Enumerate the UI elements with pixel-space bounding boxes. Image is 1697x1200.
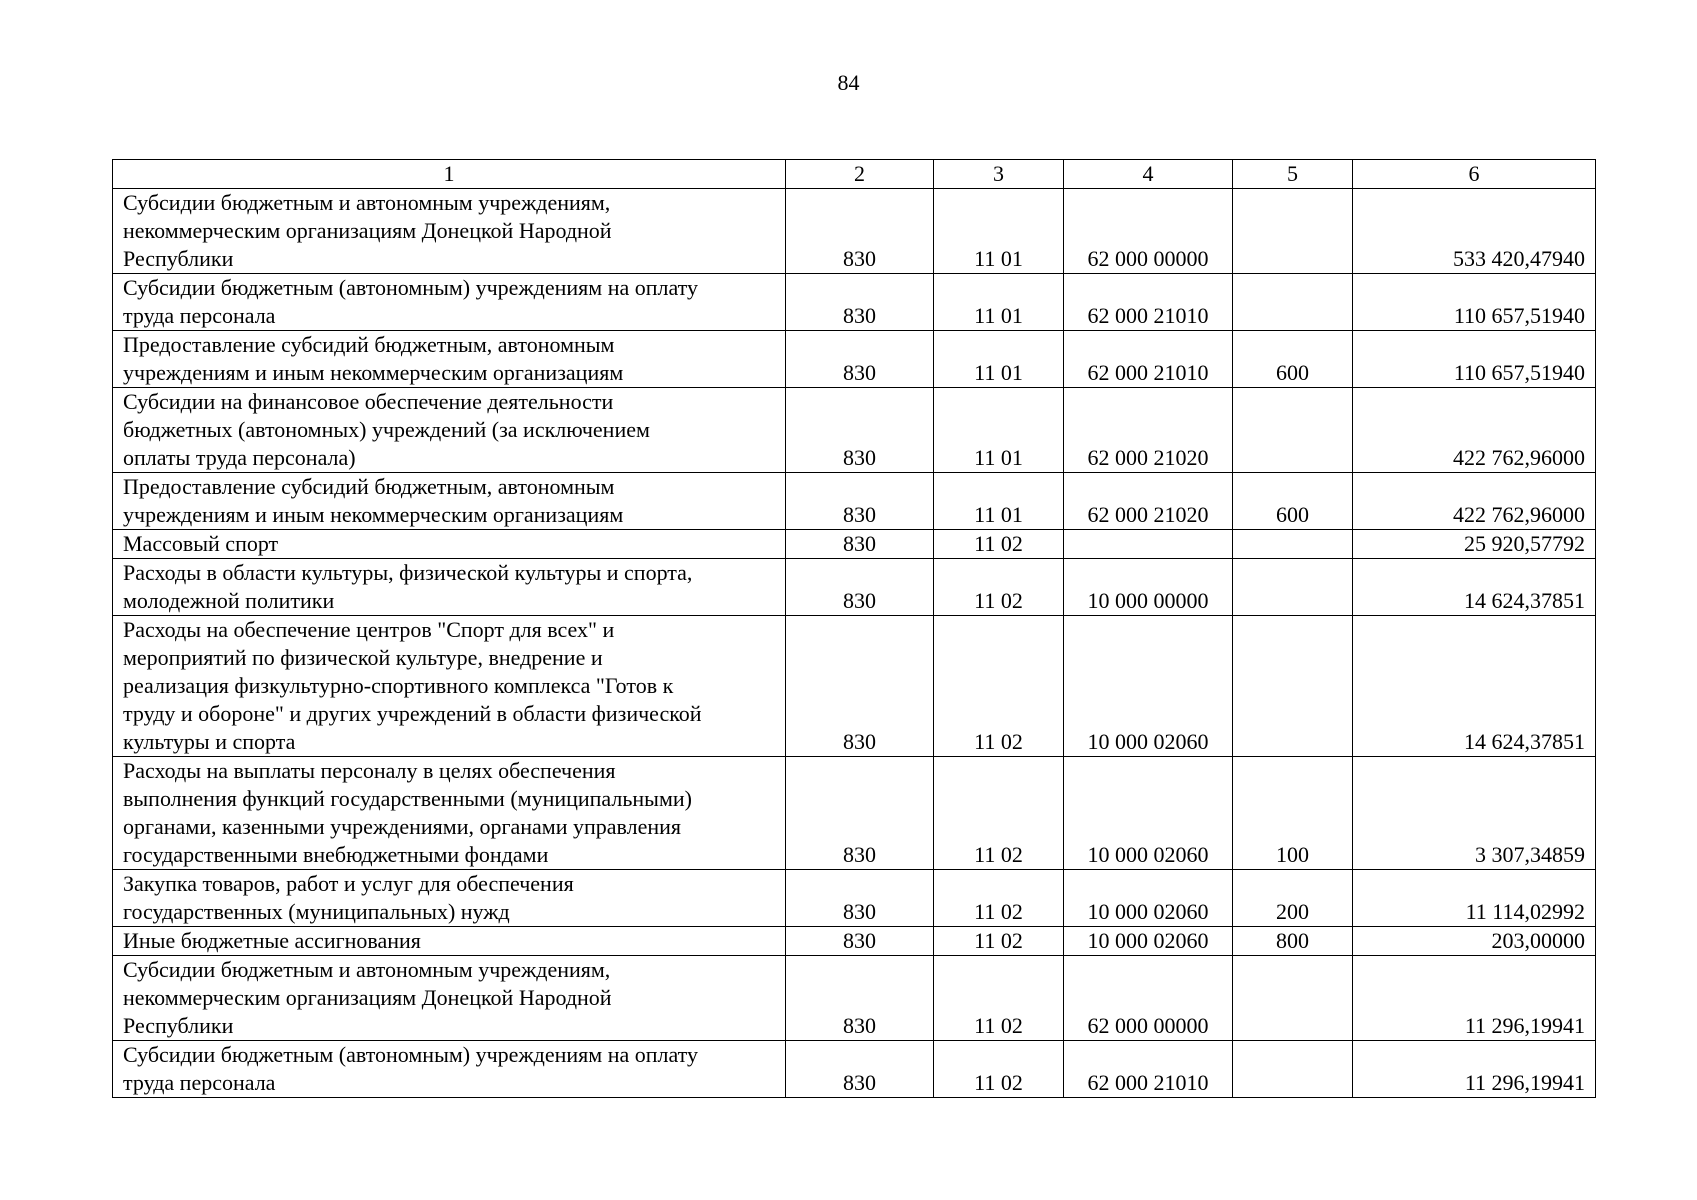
row-type xyxy=(1233,1041,1353,1098)
row-target: 10 000 00000 xyxy=(1064,559,1233,616)
budget-table xyxy=(112,159,1596,1098)
row-name: Расходы в области культуры, физической культуры и спорта, молодежной политики xyxy=(113,559,786,616)
row-type xyxy=(1233,189,1353,274)
row-section: 11 02 xyxy=(934,530,1064,559)
row-type: 600 xyxy=(1233,473,1353,530)
row-name: Субсидии бюджетным и автономным учреждениям, некоммерческим организациям Донецкой Народной Республики xyxy=(113,189,786,274)
row-name: Закупка товаров, работ и услуг для обеспечения государственных (муниципальных) нужд xyxy=(113,870,786,927)
row-target: 10 000 02060 xyxy=(1064,757,1233,870)
column-header-4: 4 xyxy=(1064,160,1233,189)
table-row xyxy=(113,956,1596,1041)
table-row xyxy=(113,331,1596,388)
row-section: 11 02 xyxy=(934,870,1064,927)
row-amount: 110 657,51940 xyxy=(1353,331,1596,388)
row-type xyxy=(1233,530,1353,559)
row-type: 100 xyxy=(1233,757,1353,870)
row-code: 830 xyxy=(786,473,934,530)
table-row xyxy=(113,927,1596,956)
column-header-6: 6 xyxy=(1353,160,1596,189)
row-amount: 3 307,34859 xyxy=(1353,757,1596,870)
row-type xyxy=(1233,956,1353,1041)
table-row xyxy=(113,757,1596,870)
table-row xyxy=(113,616,1596,757)
row-amount: 203,00000 xyxy=(1353,927,1596,956)
row-target: 62 000 21010 xyxy=(1064,1041,1233,1098)
row-section: 11 01 xyxy=(934,388,1064,473)
row-amount: 14 624,37851 xyxy=(1353,559,1596,616)
row-target: 10 000 02060 xyxy=(1064,927,1233,956)
row-code: 830 xyxy=(786,274,934,331)
table-body xyxy=(113,189,1596,1098)
column-header-1: 1 xyxy=(113,160,786,189)
row-section: 11 02 xyxy=(934,956,1064,1041)
row-target: 62 000 21020 xyxy=(1064,473,1233,530)
row-section: 11 01 xyxy=(934,189,1064,274)
row-name: Расходы на выплаты персоналу в целях обеспечения выполнения функций государственными (муниципальными) органами, казенными учреждениями, органами управления государственными внебюджетными фондами xyxy=(113,757,786,870)
row-type xyxy=(1233,274,1353,331)
row-amount: 11 296,19941 xyxy=(1353,1041,1596,1098)
row-section: 11 02 xyxy=(934,927,1064,956)
row-amount: 110 657,51940 xyxy=(1353,274,1596,331)
row-type xyxy=(1233,559,1353,616)
column-header-5: 5 xyxy=(1233,160,1353,189)
row-type: 200 xyxy=(1233,870,1353,927)
row-type xyxy=(1233,616,1353,757)
page-number: 84 xyxy=(837,70,860,95)
row-code: 830 xyxy=(786,616,934,757)
row-target xyxy=(1064,530,1233,559)
row-code: 830 xyxy=(786,559,934,616)
table-row xyxy=(113,1041,1596,1098)
table-row xyxy=(113,530,1596,559)
row-code: 830 xyxy=(786,956,934,1041)
table-row xyxy=(113,870,1596,927)
row-name: Массовый спорт xyxy=(113,530,786,559)
row-amount: 11 296,19941 xyxy=(1353,956,1596,1041)
row-code: 830 xyxy=(786,331,934,388)
row-code: 830 xyxy=(786,757,934,870)
row-name: Субсидии бюджетным (автономным) учреждениям на оплату труда персонала xyxy=(113,1041,786,1098)
row-name: Субсидии бюджетным (автономным) учреждениям на оплату труда персонала xyxy=(113,274,786,331)
column-header-3: 3 xyxy=(934,160,1064,189)
row-amount: 533 420,47940 xyxy=(1353,189,1596,274)
table-row xyxy=(113,559,1596,616)
row-type xyxy=(1233,388,1353,473)
row-name: Субсидии на финансовое обеспечение деятельности бюджетных (автономных) учреждений (за исключением оплаты труда персонала) xyxy=(113,388,786,473)
row-amount: 14 624,37851 xyxy=(1353,616,1596,757)
table-row xyxy=(113,274,1596,331)
row-section: 11 02 xyxy=(934,757,1064,870)
row-target: 62 000 21010 xyxy=(1064,274,1233,331)
row-section: 11 02 xyxy=(934,616,1064,757)
row-target: 62 000 21010 xyxy=(1064,331,1233,388)
row-name: Предоставление субсидий бюджетным, автономным учреждениям и иным некоммерческим организациям xyxy=(113,331,786,388)
row-type: 600 xyxy=(1233,331,1353,388)
row-section: 11 01 xyxy=(934,274,1064,331)
row-type: 800 xyxy=(1233,927,1353,956)
row-section: 11 02 xyxy=(934,559,1064,616)
row-amount: 422 762,96000 xyxy=(1353,473,1596,530)
row-section: 11 01 xyxy=(934,473,1064,530)
row-code: 830 xyxy=(786,1041,934,1098)
row-name: Расходы на обеспечение центров "Спорт для всех" и мероприятий по физической культуре, внедрение и реализация физкультурно-спортивного комплекса "Готов к труду и обороне" и других учреждений в области физической культуры и спорта xyxy=(113,616,786,757)
row-name: Иные бюджетные ассигнования xyxy=(113,927,786,956)
row-target: 62 000 00000 xyxy=(1064,189,1233,274)
row-target: 62 000 00000 xyxy=(1064,956,1233,1041)
row-code: 830 xyxy=(786,189,934,274)
row-amount: 11 114,02992 xyxy=(1353,870,1596,927)
row-code: 830 xyxy=(786,530,934,559)
row-amount: 422 762,96000 xyxy=(1353,388,1596,473)
row-name: Предоставление субсидий бюджетным, автономным учреждениям и иным некоммерческим организациям xyxy=(113,473,786,530)
row-amount: 25 920,57792 xyxy=(1353,530,1596,559)
table-row xyxy=(113,388,1596,473)
row-target: 10 000 02060 xyxy=(1064,616,1233,757)
row-target: 10 000 02060 xyxy=(1064,870,1233,927)
row-section: 11 01 xyxy=(934,331,1064,388)
row-section: 11 02 xyxy=(934,1041,1064,1098)
column-header-2: 2 xyxy=(786,160,934,189)
header-row xyxy=(113,160,1596,189)
table-header xyxy=(113,160,1596,189)
row-target: 62 000 21020 xyxy=(1064,388,1233,473)
row-code: 830 xyxy=(786,870,934,927)
table-row xyxy=(113,473,1596,530)
table-row xyxy=(113,189,1596,274)
row-code: 830 xyxy=(786,388,934,473)
row-code: 830 xyxy=(786,927,934,956)
row-name: Субсидии бюджетным и автономным учреждениям, некоммерческим организациям Донецкой Народной Республики xyxy=(113,956,786,1041)
